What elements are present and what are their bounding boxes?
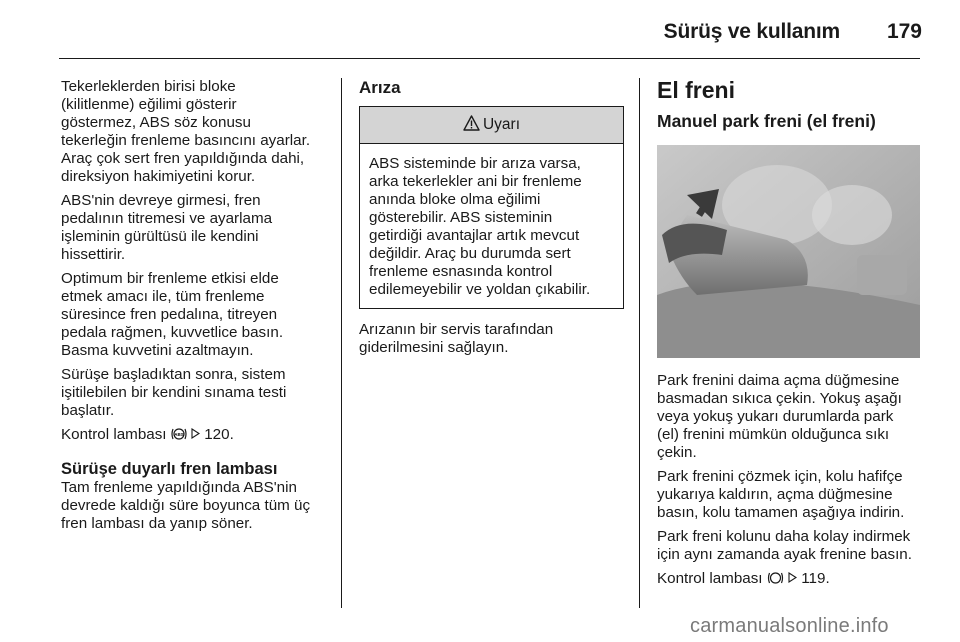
warning-triangle-icon [463,115,483,136]
paragraph-brake-light: Tam frenleme yapıldığında ABS'nin devrede kaldığı süre boyunca tüm üç fren lambası da yanıp söner. [61,479,311,532]
header-divider [59,58,920,59]
warning-header [360,107,623,144]
manual-parking-brake-heading: Manuel park freni (el freni) [657,111,876,131]
control-lamp-page-ref[interactable]: 119. [801,570,830,587]
paragraph-optimum-braking: Optimum bir frenleme etkisi elde etmek amacı ile, tüm frenleme süresince fren pedalına, titreyen pedala rağmen, kuvvetlice basın. Basma kuvvetini azaltmayın. [61,270,284,359]
paragraph-release-brake: Park frenini çözmek için, kolu hafifçe yukarıya kaldırın, açma düğmesine basın, kolu tamamen aşağıya indirin. [657,468,905,521]
paragraph-abs-lock: Tekerleklerden birisi bloke (kilitlenme) eğilimi gösterir göstermez, ABS söz konusu tekerleğin frenleme basıncını ayarlar. Araç çok sert fren yapıldığında dahi, direksiyon hakimiyetini korur. [61,78,311,185]
warning-label: Uyarı [482,116,521,133]
handbrake-photo [657,145,920,358]
paragraph-self-test: Sürüşe başladıktan sonra, sistem işitilebilen bir kendini sınama testi başlatır. [61,366,287,419]
svg-text:ABS: ABS [174,432,184,437]
warning-text: ABS sisteminde bir arıza varsa, arka tekerlekler ani bir frenleme anında bloke olma eğilimi gösterebilir. ABS sisteminin getirdiği avantajlar artık mevcut değildir. Araç bu durumda sert frenleme esnasında kontrol edilemeyebilir ve yoldan çıkabilir. [369,155,591,298]
column-divider-2 [639,78,640,608]
running-header-title: Sürüş ve kullanım [663,20,840,43]
control-lamp-page-ref[interactable]: 120. [204,426,234,443]
fault-heading: Arıza [359,78,401,97]
column-2 [359,78,624,363]
paragraph-service: Arızanın bir servis tarafından giderilmesini sağlayın. [359,321,554,356]
abs-lamp-icon [171,427,187,446]
handbrake-heading: El freni [657,77,735,103]
cross-ref-icon [788,570,797,587]
column-3 [657,78,922,596]
column-1 [61,78,333,539]
control-lamp-line [61,426,333,446]
watermark: carmanualsonline.info [690,615,889,637]
parking-brake-lamp-icon [767,571,784,590]
cross-ref-icon [191,426,200,443]
paragraph-easier-release: Park freni kolunu daha kolay indirmek için aynı zamanda ayak frenine basın. [657,528,912,563]
control-lamp-line [657,570,922,590]
paragraph-apply-brake: Park frenini daima açma düğmesine basmadan sıkıca çekin. Yokuş aşağı veya yokuş yukarı durumlarda park (el) frenini mümkün olduğunca sıkı çekin. [657,372,902,461]
brake-light-heading: Sürüşe duyarlı fren lambası [61,460,278,478]
page-number: 179 [886,20,922,43]
control-lamp-text: Kontrol lambası [657,570,763,587]
column-divider-1 [341,78,342,608]
warning-box [359,106,624,309]
control-lamp-text: Kontrol lambası [61,426,167,443]
paragraph-abs-feedback: ABS'nin devreye girmesi, fren pedalının titremesi ve ayarlama işleminin gürültüsü ile kendini hissettirir. [61,192,273,263]
